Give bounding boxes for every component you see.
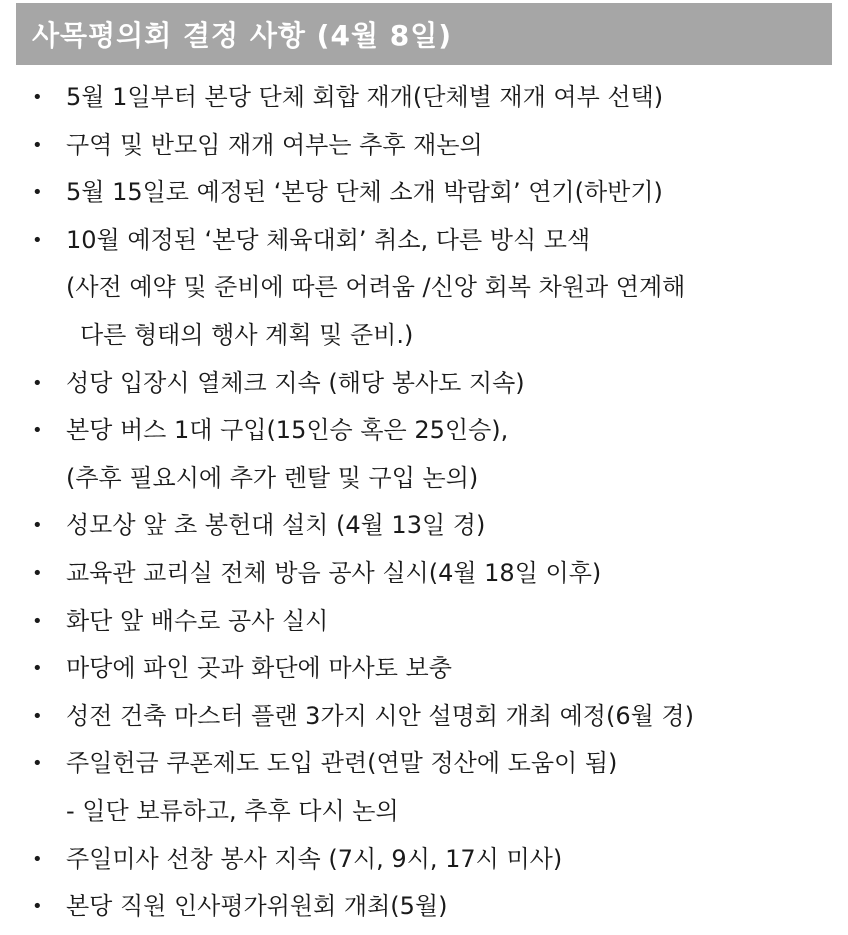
list-item-text: 주일헌금 쿠폰제도 도입 관련(연말 정산에 도움이 됨): [66, 749, 618, 778]
bullet-icon: •: [32, 182, 43, 204]
title-bar: [16, 3, 832, 65]
list-item: [0, 883, 848, 931]
list-item-continuation: [0, 264, 848, 312]
bullet-icon: •: [32, 229, 43, 251]
list-item: [0, 740, 848, 788]
list-item-text: 마당에 파인 곳과 화단에 마사토 보충: [66, 654, 452, 683]
list-item-text: 성모상 앞 초 봉헌대 설치 (4월 13일 경): [66, 511, 486, 540]
page-title: 사목평의회 결정 사항 (4월 8일): [32, 19, 453, 52]
list-item: [0, 598, 848, 646]
list-item: [0, 693, 848, 741]
list-item-text: 10월 예정된 ‘본당 체육대회’ 취소, 다른 방식 모색: [66, 225, 591, 254]
list-item: [0, 502, 848, 550]
bullet-icon: •: [32, 87, 43, 108]
list-item-text: 주일미사 선창 봉사 지속 (7시, 9시, 17시 미사): [66, 844, 563, 873]
continuation-text: (추후 필요시에 추가 렌탈 및 구입 논의): [66, 463, 479, 492]
bullet-icon: •: [32, 896, 43, 918]
list-item: [0, 122, 848, 170]
bullet-icon: •: [32, 705, 43, 727]
list-item-text: 5월 15일로 예정된 ‘본당 단체 소개 박람회’ 연기(하반기): [66, 178, 663, 207]
list-item: [0, 645, 848, 693]
list-item-text: 5월 1일부터 본당 단체 회합 재개(단체별 재개 여부 선택): [66, 83, 664, 111]
list-item-text: 화단 앞 배수로 공사 실시: [66, 606, 329, 635]
continuation-text: 다른 형태의 행사 계획 및 준비.): [80, 320, 414, 349]
continuation-text: - 일단 보류하고, 추후 다시 논의: [66, 796, 399, 825]
bullet-icon: •: [32, 515, 43, 537]
list-item-text: 구역 및 반모임 재개 여부는 추후 재논의: [66, 130, 483, 159]
bullet-icon: •: [32, 658, 43, 680]
list-item-text: 성전 건축 마스터 플랜 3가지 시안 설명회 개최 예정(6월 경): [66, 701, 694, 730]
list-item: [0, 360, 848, 408]
decision-list: [0, 74, 848, 931]
bullet-icon: •: [32, 610, 43, 632]
list-item-text: 본당 직원 인사평가위원회 개최(5월): [66, 892, 448, 921]
list-item: [0, 550, 848, 598]
bullet-icon: •: [32, 372, 43, 394]
list-item-text: 교육관 교리실 전체 방음 공사 실시(4월 18일 이후): [66, 558, 602, 587]
bullet-icon: •: [32, 848, 43, 870]
list-item-continuation: [0, 455, 848, 503]
bullet-icon: •: [32, 420, 43, 442]
list-item: [0, 217, 848, 265]
continuation-text: (사전 예약 및 준비에 따른 어려움 /신앙 회복 차원과 연계해: [66, 273, 686, 302]
list-item-continuation: [0, 312, 848, 360]
bullet-icon: •: [32, 562, 43, 584]
list-item: [0, 169, 848, 217]
list-item-continuation: [0, 788, 848, 836]
list-item: [0, 407, 848, 455]
bullet-icon: •: [32, 134, 43, 156]
list-item-text: 성당 입장시 열체크 지속 (해당 봉사도 지속): [66, 368, 525, 397]
list-item: [0, 836, 848, 884]
list-item: [0, 74, 848, 122]
list-item-text: 본당 버스 1대 구입(15인승 혹은 25인승),: [66, 416, 509, 445]
bullet-icon: •: [32, 753, 43, 775]
